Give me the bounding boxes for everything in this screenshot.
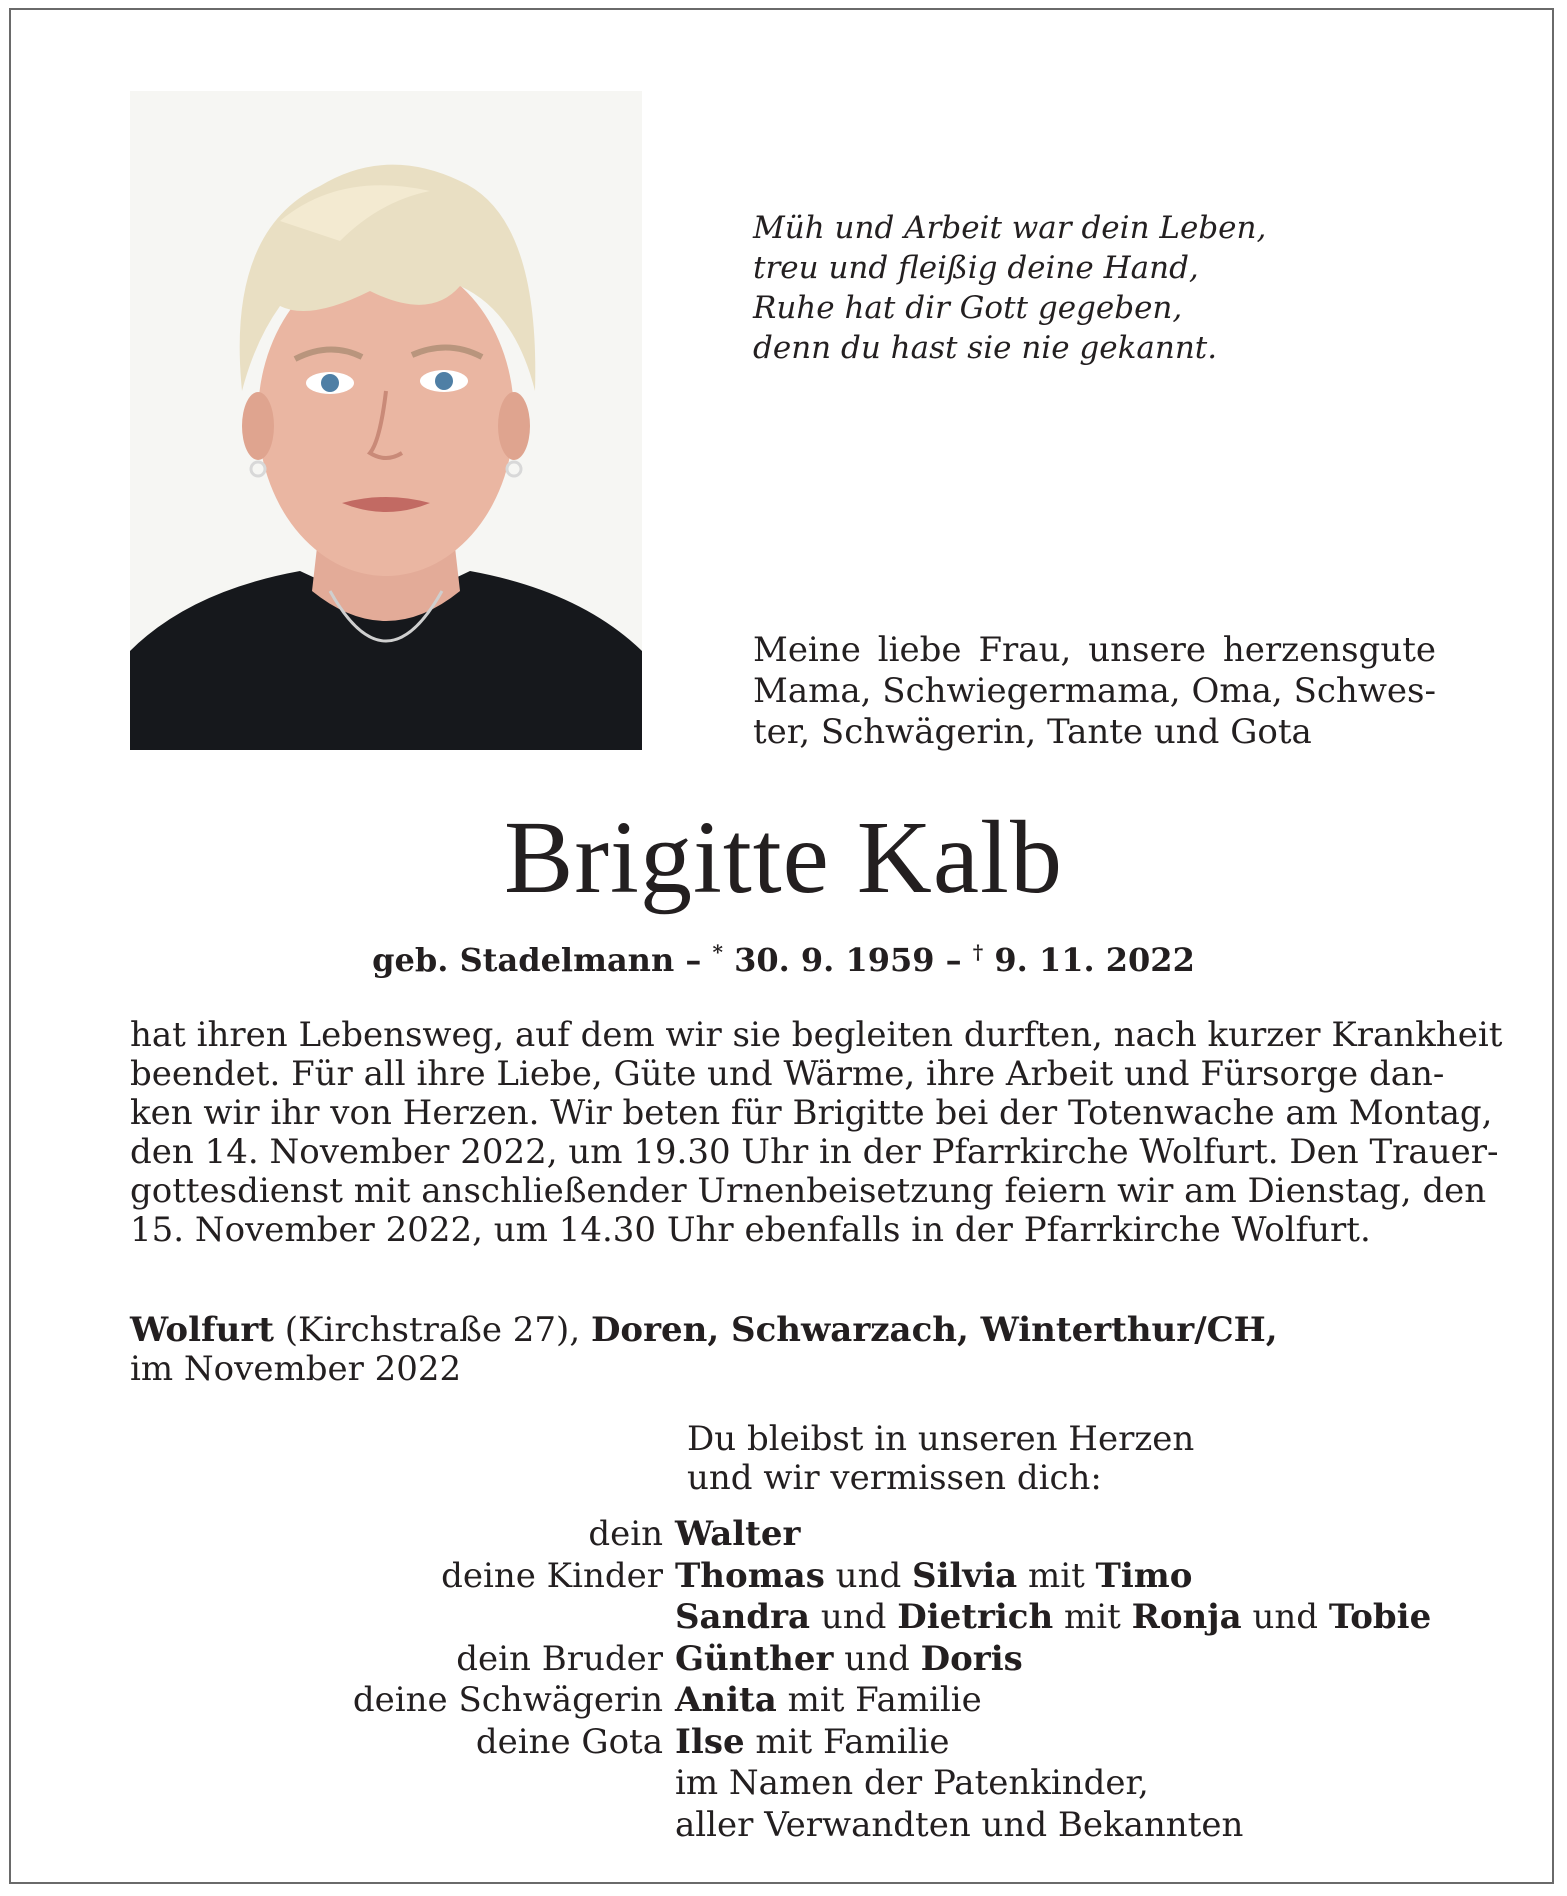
family-name: Sandra	[675, 1597, 811, 1637]
family-list	[130, 1514, 1436, 1846]
family-name: Silvia	[912, 1555, 1018, 1596]
connector: und	[1252, 1597, 1318, 1637]
family-name: Dietrich	[897, 1597, 1054, 1637]
portrait-photo	[130, 91, 642, 750]
connector: und	[835, 1555, 902, 1596]
family-name: Ilse	[675, 1721, 745, 1762]
connector: und	[820, 1597, 887, 1637]
relation-label: deine Gota	[475, 1721, 663, 1762]
announcement-text	[130, 1015, 1503, 1250]
poem-line: treu und fleißig deine Hand,	[753, 250, 1199, 286]
poem-line: Ruhe hat dir Gott gegeben,	[753, 290, 1183, 326]
relation-label: dein	[588, 1514, 663, 1554]
notice-date: im November 2022	[130, 1349, 462, 1389]
family-row	[130, 1556, 1436, 1598]
family-name: Ronja	[1131, 1597, 1242, 1637]
relation-label: deine Kinder	[441, 1555, 663, 1596]
family-name: Timo	[1095, 1555, 1193, 1596]
body-line: hat ihren Lebensweg, auf dem wir sie begleiten durften, nach kurzer Krankheit	[130, 1015, 1503, 1055]
deceased-name: Brigitte Kalb	[504, 800, 1063, 915]
poem-line: denn du hast sie nie gekannt.	[753, 330, 1218, 366]
closing-line: aller Verwandten und Bekannten	[675, 1804, 1244, 1845]
town: Wolfurt	[130, 1310, 274, 1350]
family-name: Anita	[675, 1680, 777, 1720]
family-name: Günther	[675, 1638, 834, 1679]
maiden-name: geb. Stadelmann –	[372, 941, 702, 979]
birth-star-icon: *	[712, 940, 723, 964]
places-line	[130, 1311, 1436, 1350]
remembrance-text	[687, 1420, 1387, 1498]
body-line: beendet. Für all ihre Liebe, Güte und Wärme, ihre Arbeit und Fürsorge dan-	[130, 1054, 1445, 1094]
memorial-poem	[753, 208, 1313, 368]
family-name: Doris	[920, 1638, 1023, 1679]
death-cross-icon: †	[972, 940, 984, 964]
family-name: Walter	[675, 1514, 801, 1554]
life-dates	[0, 932, 1567, 980]
connector: mit	[1064, 1597, 1121, 1637]
family-row	[130, 1722, 1436, 1764]
intro-line: ter, Schwägerin, Tante und Gota	[753, 712, 1312, 752]
intro-line: Mama, Schwiegermama, Oma, Schwes-	[753, 671, 1436, 711]
address: (Kirchstraße 27),	[284, 1310, 581, 1350]
closing-line: im Namen der Patenkinder,	[675, 1763, 1149, 1803]
body-line: 15. November 2022, um 14.30 Uhr ebenfalls in der Pfarrkirche Wolfurt.	[130, 1210, 1371, 1250]
poem-line: Müh und Arbeit war dein Leben,	[753, 210, 1267, 246]
other-places: Doren, Schwarzach, Winterthur/CH,	[590, 1310, 1278, 1350]
family-row	[130, 1763, 1436, 1805]
family-name: Thomas	[675, 1555, 825, 1596]
remember-line: Du bleibst in unseren Herzen	[687, 1419, 1195, 1459]
intro-text	[753, 630, 1436, 753]
remember-line: und wir vermissen dich:	[687, 1458, 1102, 1498]
connector: mit Familie	[755, 1721, 950, 1762]
intro-line: Meine liebe Frau, unsere herzensgute	[753, 630, 1436, 670]
family-name: Tobie	[1328, 1597, 1432, 1637]
body-line: gottesdienst mit anschließender Urnenbeisetzung feiern wir am Dienstag, den	[130, 1171, 1487, 1211]
birth-date: 30. 9. 1959 –	[734, 941, 962, 979]
body-line: den 14. November 2022, um 19.30 Uhr in der Pfarrkirche Wolfurt. Den Trauer-	[130, 1132, 1499, 1172]
family-row	[130, 1597, 1436, 1639]
family-row	[130, 1680, 1436, 1722]
relation-label: dein Bruder	[456, 1638, 663, 1679]
family-row	[130, 1639, 1436, 1681]
death-date: 9. 11. 2022	[994, 941, 1195, 979]
family-row	[130, 1514, 1436, 1556]
portrait-image	[130, 91, 642, 750]
family-row	[130, 1805, 1436, 1847]
body-line: ken wir ihr von Herzen. Wir beten für Brigitte bei der Totenwache am Montag,	[130, 1093, 1493, 1133]
connector: und	[844, 1638, 910, 1679]
connector: mit Familie	[787, 1680, 982, 1720]
places-block	[130, 1311, 1436, 1389]
relation-label: deine Schwägerin	[352, 1680, 663, 1720]
connector: mit	[1027, 1555, 1085, 1596]
